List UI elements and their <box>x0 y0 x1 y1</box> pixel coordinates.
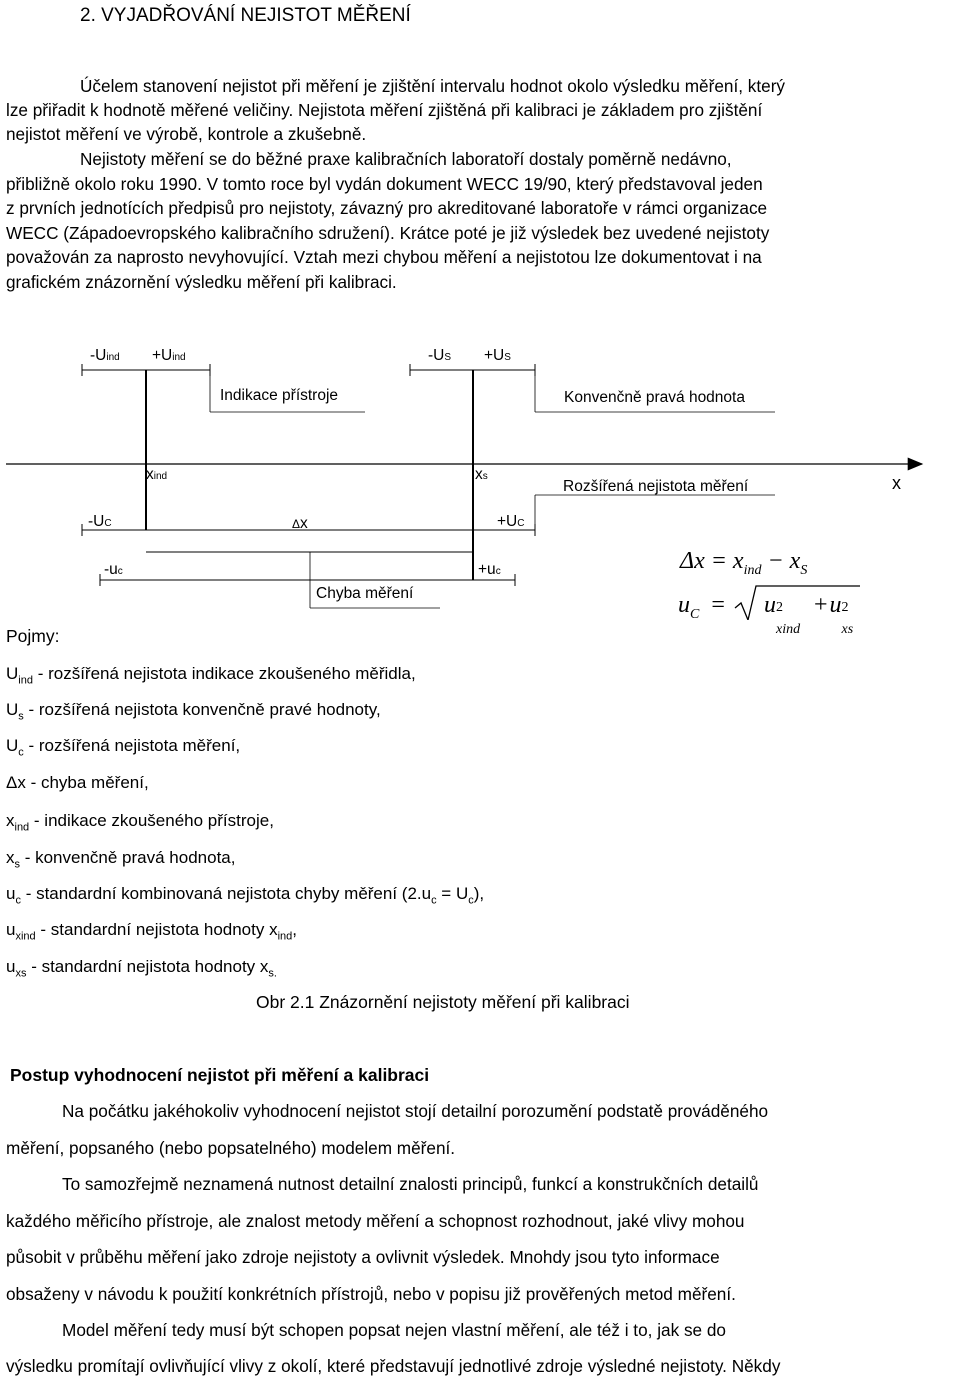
body-line-3: To samozřejmě neznamená nutnost detailní znalosti principů, funkcí a konstrukčních detailů <box>62 1174 759 1194</box>
label-rozsirena: Rozšířená nejistota měření <box>563 478 749 495</box>
label-plus-small-uc: +uc <box>478 561 501 578</box>
subsection-title: Postup vyhodnocení nejistot při měření a kalibraci <box>10 1065 430 1085</box>
term-delta-x: Δx - chyba měření, <box>6 773 149 792</box>
term-x-ind: $x_{ind}$ - indikace zkoušeného přístroje, <box>6 811 274 834</box>
label-konvencne: Konvenčně pravá hodnota <box>564 389 745 406</box>
body-line-7: Model měření tedy musí být schopen popsat nejen vlastní měření, ale též i to, jak se do <box>62 1320 726 1340</box>
label-indikace: Indikace přístroje <box>220 387 339 404</box>
intro-line-4: Nejistoty měření se do běžné praxe kalibračních laboratoří dostaly poměrně nedávno, <box>80 149 732 169</box>
term-u-ind: $U_{ind}$ - rozšířená nejistota indikace zkoušeného měřidla, <box>6 664 416 687</box>
body-line-6: obsaženy v návodu k použití konkrétních přístrojů, nebo v popisu již prověřených metod měření. <box>6 1284 736 1304</box>
body-line-8: výsledku promítají ovlivňující vlivy z okolí, které představují jednotlivé zdroje výsledné nejistoty. Někdy <box>6 1356 781 1376</box>
body-line-2: měření, popsaného (nebo popsatelného) modelem měření. <box>6 1138 456 1158</box>
label-minus-u-s: -US <box>428 347 452 364</box>
label-delta-x: Δx <box>292 515 308 532</box>
body-line-4: každého měřicího přístroje, ale znalost metody měření a schopnost rozhodnout, jaké vlivy mohou <box>6 1211 745 1231</box>
intro-line-3: nejistot měření ve výrobě, kontrole a zkušebně. <box>6 124 367 144</box>
label-minus-small-uc: -uc <box>104 561 123 578</box>
intro-line-7: WECC (Západoevropského kalibračního sdružení). Krátce poté je již výsledek bez uvedené nejistoty <box>6 223 770 243</box>
intro-line-9: grafickém znázornění výsledku měření při kalibraci. <box>6 272 397 292</box>
axis-x-label: x <box>892 473 901 493</box>
body-line-1: Na počátku jakéhokoliv vyhodnocení nejistot stojí detailní porozumění podstatě prováděného <box>62 1101 769 1121</box>
pojmy-title: Pojmy: <box>6 626 60 646</box>
term-small-u-c: $u_c$ - standardní kombinovaná nejistota chyby měření $(2.u_c = U_c)$, <box>6 884 485 907</box>
intro-line-8: považován za naprosto nevyhovující. Vztah mezi chybou měření a nejistotou lze dokumentovat i na <box>6 247 762 267</box>
body-line-5: působit v průběhu měření jako zdroje nejistoty a ovlivnit výsledek. Mnohdy jsou tyto informace <box>6 1247 720 1267</box>
formula-uc-radicand: u 2 xind +u 2 xs <box>764 592 854 637</box>
intro-line-1: Účelem stanovení nejistot při měření je zjištění intervalu hodnot okolo výsledku měření, který <box>80 76 786 96</box>
term-x-s: $x_s$ - konvenčně pravá hodnota, <box>6 848 236 871</box>
term-u-s: $U_s$ - rozšířená nejistota konvenčně pravé hodnoty, <box>6 700 381 723</box>
section-heading: 2. VYJADŘOVÁNÍ NEJISTOT MĚŘENÍ <box>80 5 411 26</box>
label-plus-u-ind: +Uind <box>152 347 186 364</box>
intro-line-2: lze přiřadit k hodnotě měřené veličiny. Nejistota měření zjištěná při kalibraci je základem pro zjištění <box>6 100 763 120</box>
term-u-xs: $u_{xs}$ - standardní nejistota hodnoty $x_{s.}$ <box>6 957 277 980</box>
label-minus-u-c: -UC <box>88 513 112 530</box>
term-u-xind: $u_{xind}$ - standardní nejistota hodnoty $x_{ind}$, <box>6 920 298 943</box>
label-chyba: Chyba měření <box>316 585 414 602</box>
formula-delta-x: $\Delta x = x_{ind} - x_S$ <box>680 548 808 578</box>
term-u-c: $U_c$ - rozšířená nejistota měření, <box>6 736 241 759</box>
label-x-ind: xind <box>146 466 168 483</box>
label-minus-u-ind: -Uind <box>90 347 120 364</box>
label-x-s: xs <box>475 466 488 483</box>
intro-line-5: přibližně okolo roku 1990. V tomto roce byl vydán dokument WECC 19/90, který představoval jeden <box>6 174 763 194</box>
label-plus-u-c: +UC <box>497 513 525 530</box>
intro-line-6: z prvních jednotících předpisů pro nejistoty, závazný pro akreditované laboratoře v rámci organizace <box>6 198 768 218</box>
label-plus-u-s: +US <box>484 347 511 364</box>
formula-uc: $u_C$ = <box>678 592 725 622</box>
figure-caption: Obr 2.1 Znázornění nejistoty měření při kalibraci <box>256 992 630 1012</box>
